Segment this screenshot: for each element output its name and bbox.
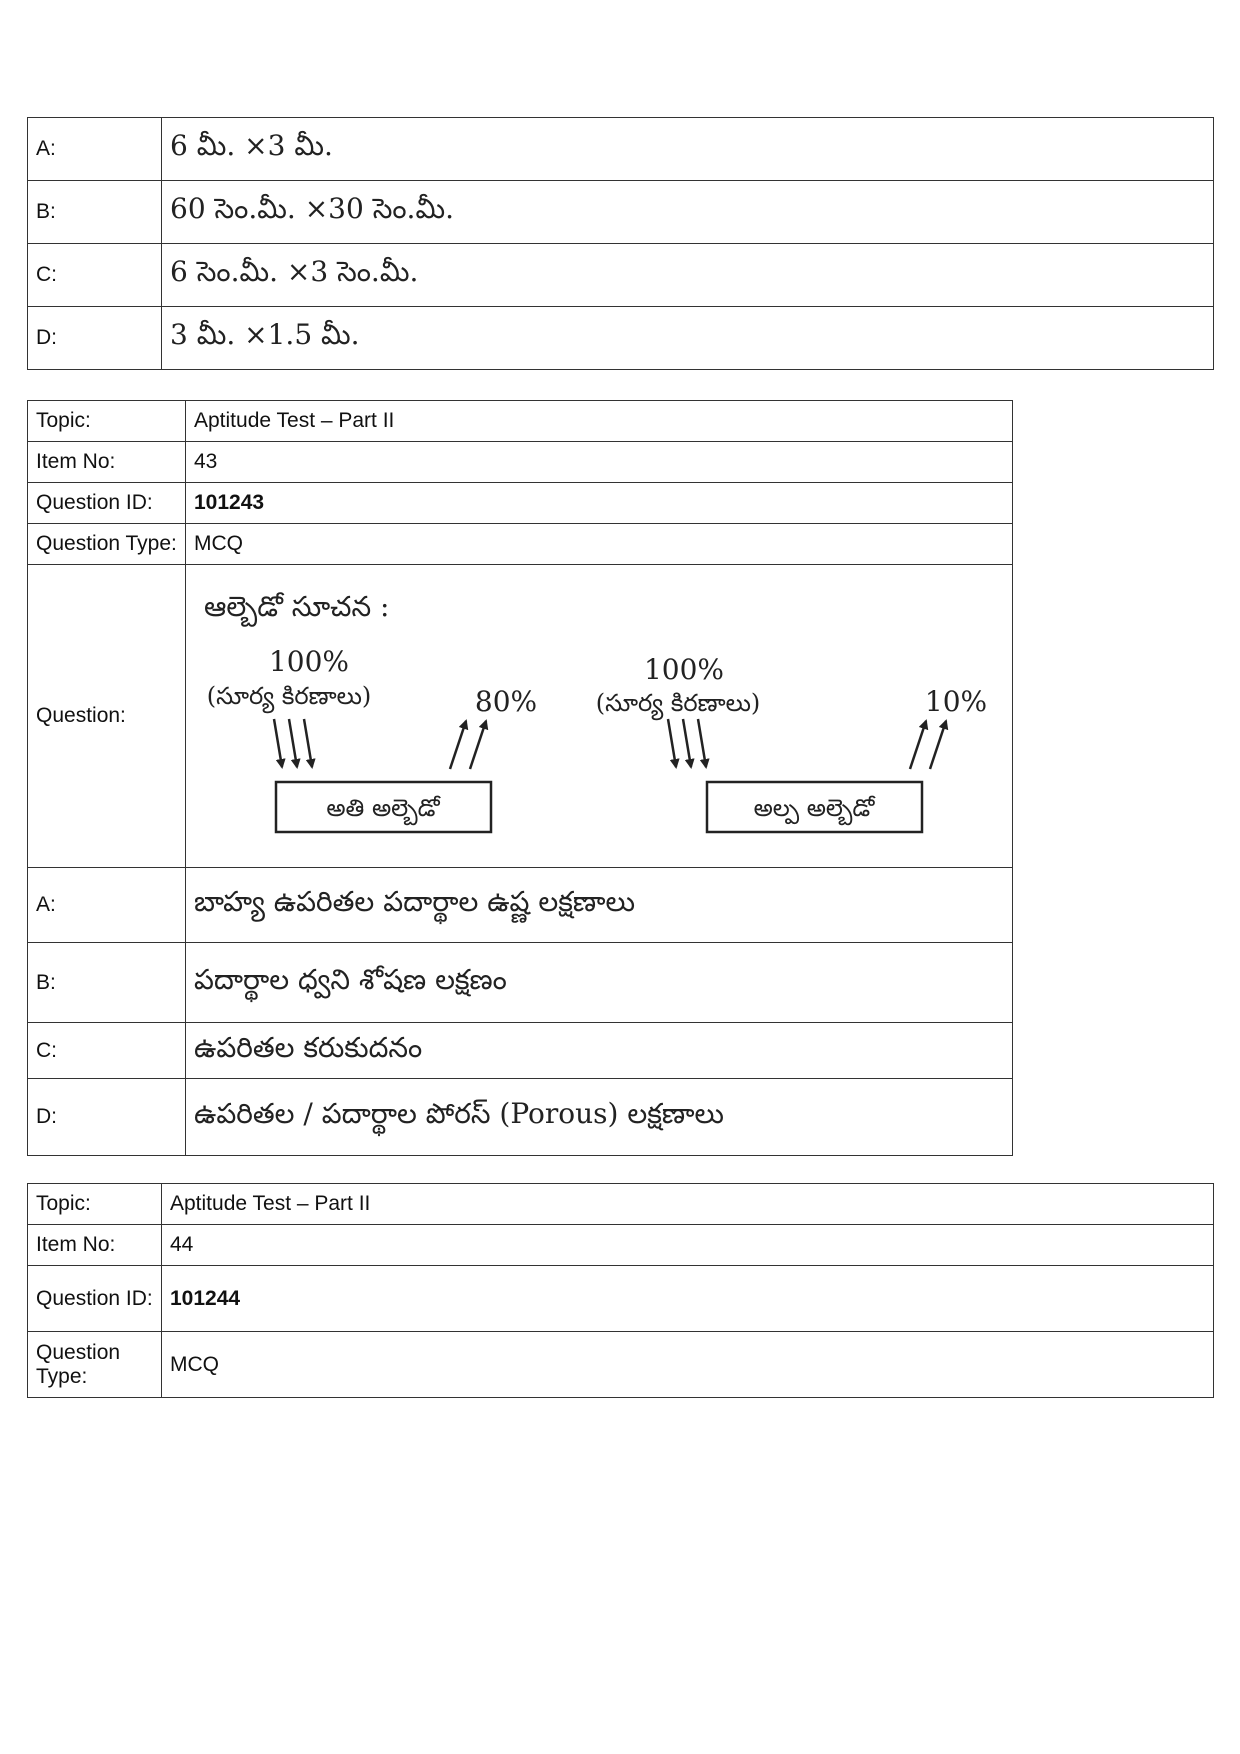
option-row xyxy=(28,1023,1013,1079)
option-row xyxy=(28,307,1214,370)
option-text: ఉపరితల కరుకుదనం xyxy=(186,1023,1013,1079)
item-no-label: Item No: xyxy=(28,1225,162,1266)
question-id-label: Question ID: xyxy=(28,483,186,524)
left-reflected-percent: 80% xyxy=(474,685,538,718)
question-figure-cell xyxy=(186,565,1013,868)
item-no-label: Item No: xyxy=(28,442,186,483)
right-reflected-percent: 10% xyxy=(924,685,988,718)
option-row xyxy=(28,244,1214,307)
option-text: 60 సెం.మీ. ×30 సెం.మీ. xyxy=(162,181,1214,244)
figure-title: ఆల్బెడో సూచన : xyxy=(204,590,390,623)
item-no-value: 43 xyxy=(186,442,1013,483)
question-id-label: Question ID: xyxy=(28,1266,162,1332)
question-43-table xyxy=(27,400,1013,1156)
topic-label: Topic: xyxy=(28,401,186,442)
question-label: Question: xyxy=(28,565,186,868)
question-type-label: Question Type: xyxy=(28,524,186,565)
left-incoming-arrows xyxy=(274,719,312,767)
option-label: D: xyxy=(28,307,162,370)
question-type-label: Question Type: xyxy=(28,1332,162,1398)
question-type-value: MCQ xyxy=(186,524,1013,565)
question-id-value: 101243 xyxy=(186,483,1013,524)
right-incoming-arrows xyxy=(668,719,706,767)
option-row xyxy=(28,1079,1013,1156)
question-44-table xyxy=(27,1183,1214,1398)
right-incoming-caption: (సూర్య కిరణాలు) xyxy=(595,689,761,717)
option-text: ఉపరితల / పదార్థాల పోరస్ (Porous) లక్షణాలు xyxy=(186,1079,1013,1156)
topic-label: Topic: xyxy=(28,1184,162,1225)
option-text: పదార్థాల ధ్వని శోషణ లక్షణం xyxy=(186,943,1013,1023)
left-reflected-arrows xyxy=(450,721,486,769)
option-label: B: xyxy=(28,181,162,244)
item-no-value: 44 xyxy=(162,1225,1214,1266)
right-incoming-percent: 100% xyxy=(643,653,725,686)
left-incoming-percent: 100% xyxy=(268,645,350,678)
previous-options-table xyxy=(27,117,1214,370)
topic-value: Aptitude Test – Part II xyxy=(186,401,1013,442)
option-row xyxy=(28,868,1013,943)
option-row xyxy=(28,943,1013,1023)
option-row xyxy=(28,181,1214,244)
right-reflected-arrows xyxy=(910,721,946,769)
low-albedo-label: అల్ప అల్బెడో xyxy=(753,794,875,822)
option-label: D: xyxy=(28,1079,186,1156)
high-albedo-label: అతి అల్బెడో xyxy=(326,794,440,822)
option-text: 6 సెం.మీ. ×3 సెం.మీ. xyxy=(162,244,1214,307)
option-label: C: xyxy=(28,1023,186,1079)
option-label: B: xyxy=(28,943,186,1023)
topic-value: Aptitude Test – Part II xyxy=(162,1184,1214,1225)
question-id-value: 101244 xyxy=(162,1266,1214,1332)
option-row xyxy=(28,118,1214,181)
option-text: 3 మీ. ×1.5 మీ. xyxy=(162,307,1214,370)
option-text: బాహ్య ఉపరితల పదార్థాల ఉష్ణ లక్షణాలు xyxy=(186,868,1013,943)
option-label: C: xyxy=(28,244,162,307)
option-label: A: xyxy=(28,118,162,181)
option-text: 6 మీ. ×3 మీ. xyxy=(162,118,1214,181)
left-incoming-caption: (సూర్య కిరణాలు) xyxy=(206,682,372,710)
question-type-value: MCQ xyxy=(162,1332,1214,1398)
option-label: A: xyxy=(28,868,186,943)
albedo-figure xyxy=(194,571,1004,855)
